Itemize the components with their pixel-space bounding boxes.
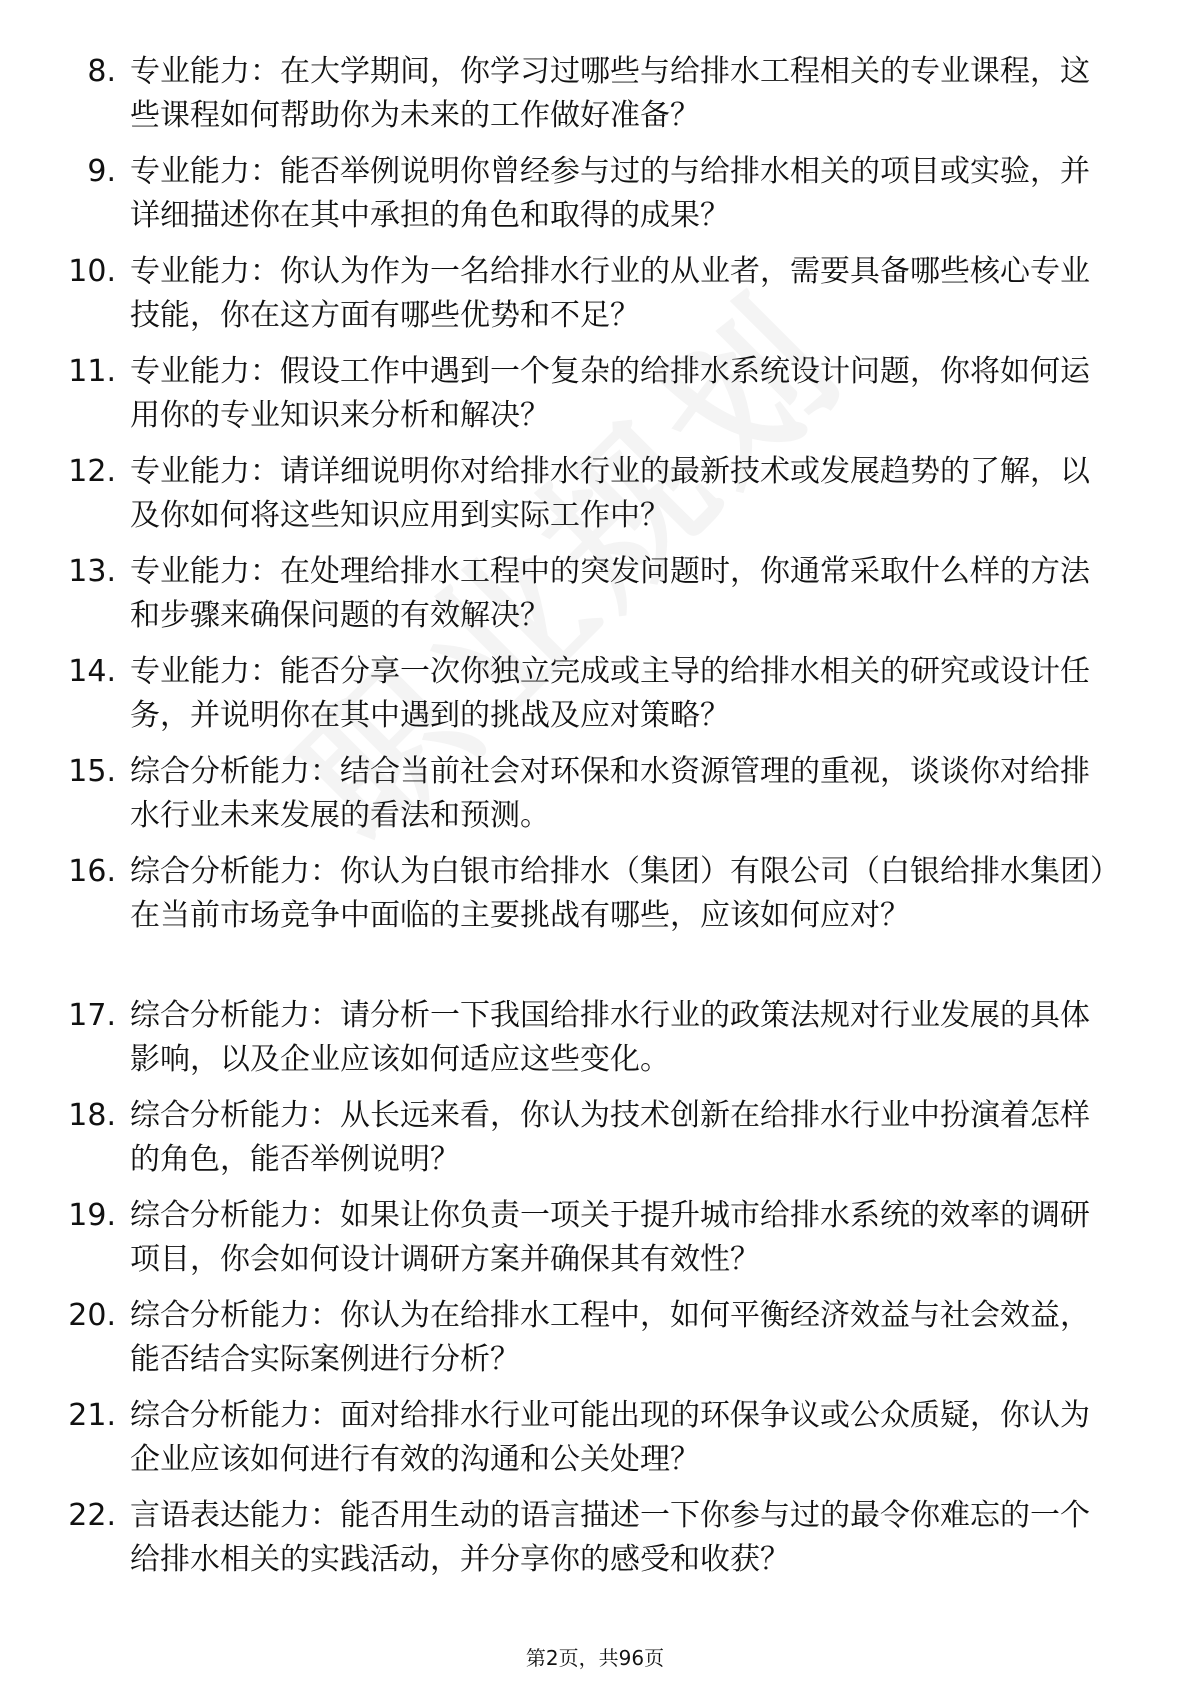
page-footer: 第2页，共96页: [525, 1646, 665, 1670]
question-number: 18.: [68, 1098, 116, 1133]
question-number: 20.: [68, 1298, 116, 1333]
question-item: [56, 150, 1116, 238]
question-number: 22.: [68, 1498, 116, 1533]
question-text: 综合分析能力：结合当前社会对环保和水资源管理的重视，谈谈你对给排水行业未来发展的看法和预测。: [130, 754, 1090, 833]
question-item: [56, 450, 1116, 538]
question-number: 17.: [68, 998, 116, 1033]
question-number: 12.: [68, 454, 116, 489]
question-number: 14.: [68, 654, 116, 689]
question-text: 综合分析能力：如果让你负责一项关于提升城市给排水系统的效率的调研项目，你会如何设计调研方案并确保其有效性？: [130, 1198, 1090, 1277]
question-item: [56, 750, 1116, 838]
question-item: [56, 350, 1116, 438]
question-item: [56, 1094, 1116, 1182]
question-text: 言语表达能力：能否用生动的语言描述一下你参与过的最令你难忘的一个给排水相关的实践活动，并分享你的感受和收获？: [130, 1498, 1090, 1577]
question-number: 10.: [68, 254, 116, 289]
question-text: 专业能力：在大学期间，你学习过哪些与给排水工程相关的专业课程，这些课程如何帮助你为未来的工作做好准备？: [130, 54, 1090, 133]
question-text: 专业能力：能否分享一次你独立完成或主导的给排水相关的研究或设计任务，并说明你在其中遇到的挑战及应对策略？: [130, 654, 1090, 733]
question-item: [56, 1494, 1116, 1582]
question-item: [56, 50, 1116, 138]
question-item: [56, 250, 1116, 338]
question-item: [56, 1194, 1116, 1282]
question-number: 13.: [68, 554, 116, 589]
question-text: 综合分析能力：请分析一下我国给排水行业的政策法规对行业发展的具体影响，以及企业应该如何适应这些变化。: [130, 998, 1090, 1077]
question-item: [56, 994, 1116, 1082]
question-text: 专业能力：能否举例说明你曾经参与过的与给排水相关的项目或实验，并详细描述你在其中承担的角色和取得的成果？: [130, 154, 1090, 233]
question-item: [56, 850, 1116, 982]
question-number: 19.: [68, 1198, 116, 1233]
question-number: 16.: [68, 854, 116, 889]
question-number: 21.: [68, 1398, 116, 1433]
question-text: 综合分析能力：你认为白银市给排水（集团）有限公司（白银给排水集团）在当前市场竞争中面临的主要挑战有哪些，应该如何应对？: [130, 854, 1105, 933]
question-item: [56, 650, 1116, 738]
question-number: 11.: [68, 354, 116, 389]
question-item: [56, 1394, 1116, 1482]
question-number: 15.: [68, 754, 116, 789]
question-list: [56, 50, 1116, 1594]
question-text: 综合分析能力：你认为在给排水工程中，如何平衡经济效益与社会效益，能否结合实际案例进行分析？: [130, 1298, 1090, 1377]
question-number: 8.: [87, 54, 116, 89]
question-text: 综合分析能力：面对给排水行业可能出现的环保争议或公众质疑，你认为企业应该如何进行有效的沟通和公关处理？: [130, 1398, 1090, 1477]
question-item: [56, 1294, 1116, 1382]
question-text: 专业能力：你认为作为一名给排水行业的从业者，需要具备哪些核心专业技能，你在这方面有哪些优势和不足？: [130, 254, 1090, 333]
question-number: 9.: [87, 154, 116, 189]
question-text: 专业能力：假设工作中遇到一个复杂的给排水系统设计问题，你将如何运用你的专业知识来分析和解决？: [130, 354, 1090, 433]
question-text: 专业能力：请详细说明你对给排水行业的最新技术或发展趋势的了解，以及你如何将这些知识应用到实际工作中？: [130, 454, 1090, 533]
question-text: 专业能力：在处理给排水工程中的突发问题时，你通常采取什么样的方法和步骤来确保问题的有效解决？: [130, 554, 1090, 633]
question-item: [56, 550, 1116, 638]
question-text: 综合分析能力：从长远来看，你认为技术创新在给排水行业中扮演着怎样的角色，能否举例说明？: [130, 1098, 1090, 1177]
